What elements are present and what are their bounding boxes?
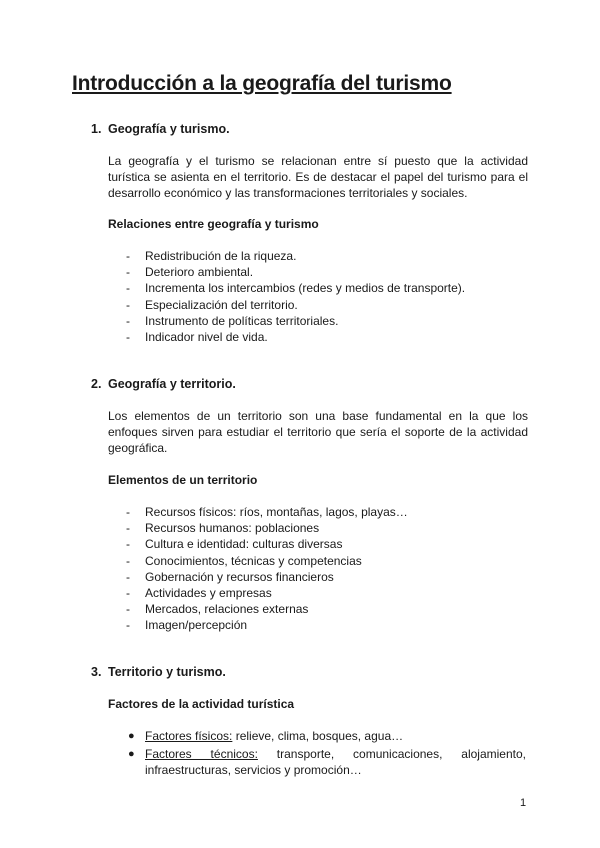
section-2-number: 2.	[91, 377, 102, 391]
list-item: - Incrementa los intercambios (redes y medios de transporte).	[126, 280, 465, 296]
list-item: - Mercados, relaciones externas	[126, 601, 408, 617]
list-item: - Indicador nivel de vida.	[126, 329, 465, 345]
section-3-number: 3.	[91, 665, 102, 679]
list-item: - Conocimientos, técnicas y competencias	[126, 553, 408, 569]
section-1-subheading: Relaciones entre geografía y turismo	[108, 217, 319, 231]
list-item: - Cultura e identidad: culturas diversas	[126, 536, 408, 552]
section-1-heading	[91, 122, 230, 136]
section-1-paragraph: La geografía y el turismo se relacionan entre sí puesto que la actividad turística se asienta en el territorio. Es de destacar el papel del turismo para el desarrollo económico y las transformaciones territoriales y sociales.	[108, 154, 528, 200]
list-item: - Gobernación y recursos financieros	[126, 569, 408, 585]
section-1-title: Geografía y turismo.	[108, 122, 230, 136]
page-number: 1	[520, 797, 527, 809]
section-2-paragraph: Los elementos de un territorio son una base fundamental en la que los enfoques sirven para estudiar el territorio que sería el soporte de la actividad geográfica.	[108, 409, 528, 455]
bullet-text: relieve, clima, bosques, agua…	[232, 729, 404, 743]
section-3-title: Territorio y turismo.	[108, 665, 226, 679]
list-item: - Deterioro ambiental.	[126, 264, 465, 280]
page-title: Introducción a la geografía del turismo	[72, 72, 452, 95]
section-2-list	[126, 504, 408, 634]
bullet-dot-icon: ●	[128, 730, 135, 742]
bullet-term: Factores físicos:	[145, 729, 233, 743]
list-item: - Recursos humanos: poblaciones	[126, 520, 408, 536]
list-item: - Redistribución de la riqueza.	[126, 248, 465, 264]
bullet-dot-icon: ●	[128, 748, 135, 760]
list-item: - Actividades y empresas	[126, 585, 408, 601]
list-item: - Recursos físicos: ríos, montañas, lagos, playas…	[126, 504, 408, 520]
list-item: - Instrumento de políticas territoriales.	[126, 313, 465, 329]
section-3-bullet-list	[128, 728, 526, 780]
bullet-item	[128, 728, 526, 744]
list-item: - Especialización del territorio.	[126, 297, 465, 313]
section-1-number: 1.	[91, 122, 102, 136]
section-2-heading	[91, 377, 236, 391]
bullet-item	[128, 746, 526, 778]
section-1-list	[126, 248, 465, 345]
section-3-heading	[91, 665, 226, 679]
list-item: - Imagen/percepción	[126, 617, 408, 633]
bullet-text: transporte, comunicaciones, alojamiento, infraestructuras, servicios y promoción…	[145, 747, 526, 777]
section-2-subheading: Elementos de un territorio	[108, 473, 258, 487]
section-3-subheading: Factores de la actividad turística	[108, 697, 295, 711]
bullet-term: Factores técnicos:	[145, 747, 258, 761]
section-2-title: Geografía y territorio.	[108, 377, 236, 391]
